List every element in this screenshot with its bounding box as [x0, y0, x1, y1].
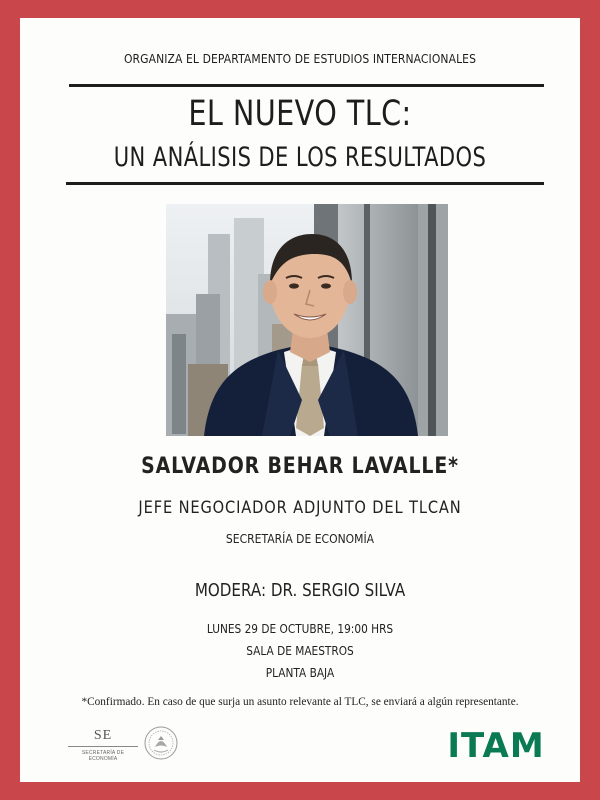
- itam-logo: [444, 728, 548, 760]
- title-line-1: EL NUEVO TLC:: [188, 94, 412, 134]
- speaker-organization: SECRETARÍA DE ECONOMÍA: [225, 532, 375, 546]
- speaker-role: JEFE NEGOCIADOR ADJUNTO DEL TLCAN: [138, 498, 462, 518]
- secretaria-economia-logo: [68, 724, 138, 760]
- organizer-line: ORGANIZA EL DEPARTAMENTO DE ESTUDIOS INTERNACIONALES: [123, 52, 477, 66]
- moderator-line: MODERA: DR. SERGIO SILVA: [194, 580, 406, 601]
- mexico-seal-icon: [144, 726, 178, 760]
- speaker-portrait-illustration: [166, 204, 448, 436]
- event-date-time: LUNES 29 DE OCTUBRE, 19:00 HRS: [206, 622, 394, 636]
- top-divider: [69, 84, 544, 87]
- itam-logo-text: ITAM: [447, 728, 545, 760]
- se-logo-rule: [68, 746, 138, 747]
- confirmation-footnote: *Confirmado. En caso de que surja un asunto relevante al TLC, se enviará a algún representante.: [81, 696, 519, 708]
- event-venue: SALA DE MAESTROS: [246, 644, 354, 658]
- title-line-2: UN ANÁLISIS DE LOS RESULTADOS: [113, 142, 487, 173]
- speaker-name: SALVADOR BEHAR LAVALLE*: [141, 454, 459, 479]
- se-logo-subtitle: SECRETARÍA DE ECONOMÍA: [81, 750, 125, 762]
- se-logo-letters: SE: [93, 728, 113, 743]
- event-poster: [20, 18, 580, 782]
- bottom-divider: [66, 182, 544, 185]
- event-floor: PLANTA BAJA: [265, 666, 335, 680]
- speaker-photo: [166, 204, 448, 436]
